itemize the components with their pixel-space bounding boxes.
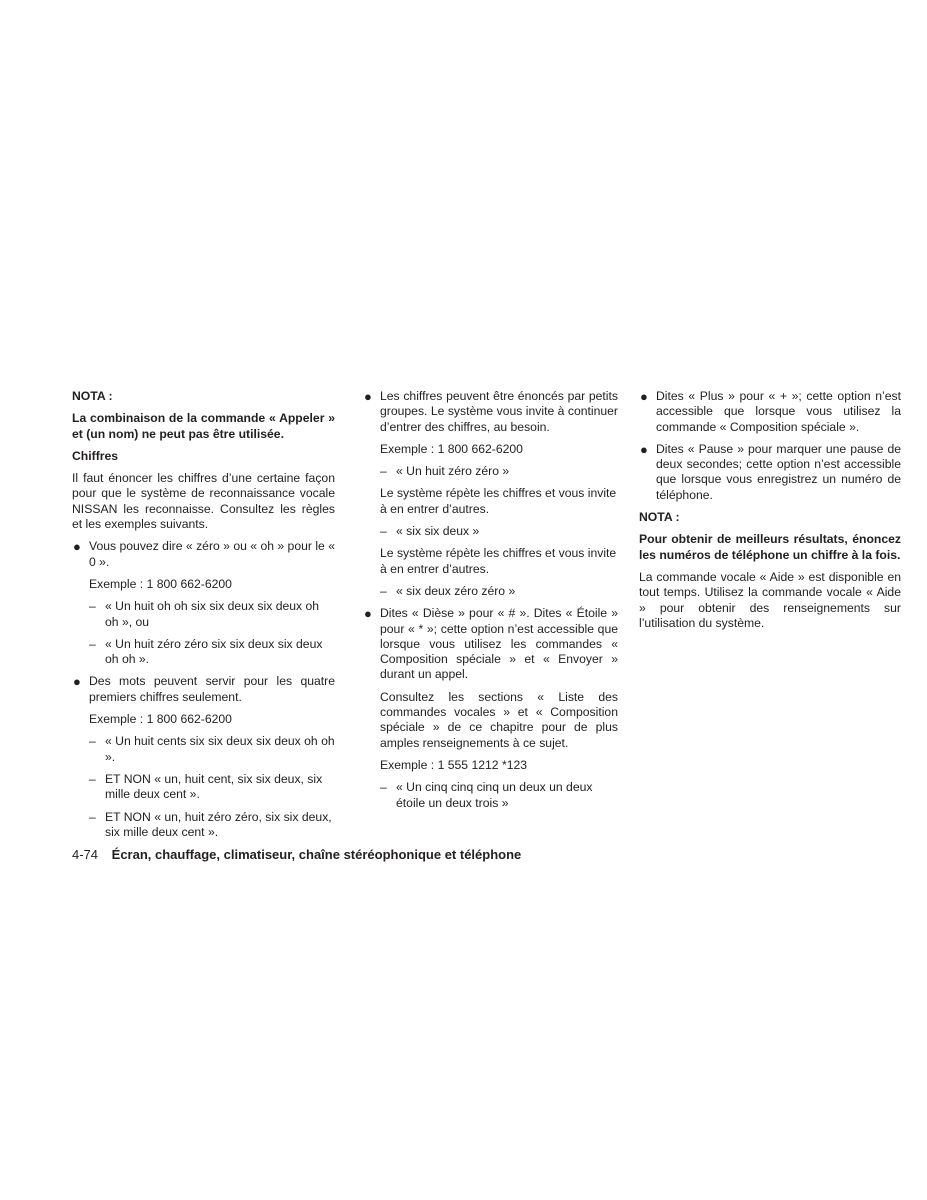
bullet-text: Vous pouvez dire « zéro » ou « oh » pour le « 0 ». (89, 539, 335, 569)
bullet-icon: ● (364, 606, 372, 622)
aide-paragraph: La commande vocale « Aide » est disponible en tout temps. Utilisez la commande vocale « Aide » pour obtenir des renseignements sur l’utilisation du système. (639, 569, 901, 630)
dash-text: « Un huit zéro zéro six six deux six deux oh oh ». (105, 636, 323, 667)
bullet-icon: ● (640, 389, 648, 404)
page-number: 4-74 (72, 847, 99, 862)
dash-text: « Un huit cents six six deux six deux oh oh ». (105, 734, 335, 764)
bullet-item (363, 389, 618, 599)
see-also-text: Consultez les sections « Liste des commandes vocales » et « Composition spéciale » de ce chapitre pour de plus amples renseignements à ce sujet. (380, 689, 618, 750)
dash-icon: – (380, 464, 387, 479)
dash-item (89, 599, 335, 630)
column-3 (639, 389, 901, 638)
dash-item (89, 637, 335, 668)
dash-text: ET NON « un, huit zéro zéro, six six deux, six mille deux cent ». (105, 809, 332, 839)
dash-icon: – (380, 583, 387, 598)
dash-icon: – (89, 809, 96, 824)
bullet-text: Dites « Pause » pour marquer une pause de deux secondes; cette option n’est accessible que lorsque vous enregistrez un numéro de téléphone. (656, 441, 901, 502)
example-text: Exemple : 1 800 662-6200 (89, 576, 232, 591)
example-text: Exemple : 1 800 662-6200 (89, 712, 232, 727)
dash-icon: – (89, 599, 96, 614)
dash-text: « Un huit zéro zéro » (396, 464, 510, 479)
bullet-icon: ● (640, 441, 648, 457)
dash-item (89, 772, 335, 803)
section-heading-chiffres: Chiffres (72, 448, 119, 463)
dash-icon: – (89, 771, 96, 786)
system-repeat-text: Le système répète les chiffres et vous invite à en entrer d’autres. (380, 486, 617, 516)
dash-item (380, 780, 618, 811)
dash-text: « Un huit oh oh six six deux six deux oh oh », ou (105, 599, 320, 629)
example-text: Exemple : 1 555 1212 *123 (380, 757, 528, 772)
dash-icon: – (89, 636, 96, 651)
dash-text: ET NON « un, huit cent, six six deux, six mille deux cent ». (105, 771, 323, 802)
bullet-item (363, 606, 618, 811)
nota-text: La combinaison de la commande « Appeler » et (un nom) ne peut pas être utilisée. (72, 411, 335, 441)
bullet-icon: ● (73, 674, 81, 690)
nota-text: Pour obtenir de meilleurs résultats, énoncez les numéros de téléphone un chiffre à la fois. (639, 532, 901, 562)
dash-text: « six deux zéro zéro » (396, 583, 516, 598)
dash-item (380, 524, 618, 539)
bullet-text: Dites « Dièse » pour « # ». Dites « Étoile » pour « * »; cette option n’est accessible que lorsque vous utilisez les commandes « Composition spéciale » et « Envoyer » durant un appel. (380, 606, 618, 682)
dash-icon: – (89, 734, 96, 749)
bullet-text: Des mots peuvent servir pour les quatre premiers chiffres seulement. (89, 674, 335, 704)
dash-item (380, 584, 618, 599)
bullet-text: Les chiffres peuvent être énoncés par petits groupes. Le système vous invite à continuer d’entrer des chiffres, au besoin. (380, 389, 618, 434)
bullet-item (639, 389, 901, 435)
system-repeat-text: Le système répète les chiffres et vous invite à en entrer d’autres. (380, 546, 617, 576)
page-footer (72, 847, 521, 862)
dash-text: « six six deux » (396, 524, 480, 539)
dash-text: « Un cinq cinq cinq un deux un deux étoile un deux trois » (396, 780, 593, 810)
dash-item (89, 734, 335, 765)
bullet-item (72, 674, 335, 840)
nota-heading: NOTA : (72, 389, 113, 403)
column-2 (363, 389, 618, 818)
bullet-text: Dites « Plus » pour « + »; cette option n’est accessible que lorsque vous utilisez la commande « Composition spéciale ». (656, 389, 901, 434)
bullet-item (72, 539, 335, 667)
dash-icon: – (380, 524, 387, 539)
dash-item (380, 464, 618, 479)
nota-heading: NOTA : (639, 510, 680, 525)
bullet-icon: ● (364, 389, 372, 404)
dash-icon: – (380, 780, 387, 795)
dash-item (89, 810, 335, 841)
bullet-item (639, 442, 901, 503)
example-text: Exemple : 1 800 662-6200 (380, 441, 523, 456)
bullet-icon: ● (73, 539, 81, 555)
column-1 (72, 389, 335, 847)
section-title: Écran, chauffage, climatiseur, chaîne stéréophonique et téléphone (111, 847, 522, 862)
intro-paragraph: Il faut énoncer les chiffres d’une certaine façon pour que le système de reconnaissance vocale NISSAN les reconnaisse. Consultez les règles et les exemples suivants. (72, 471, 335, 532)
